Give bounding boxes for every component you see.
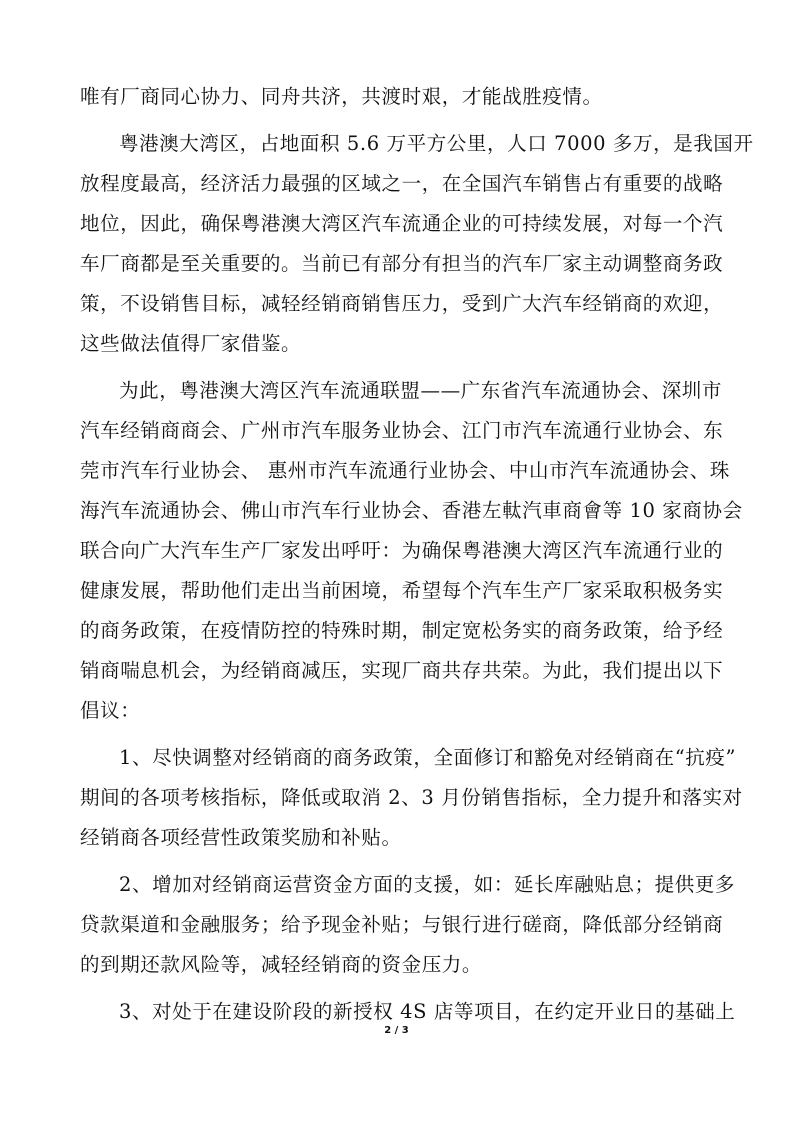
paragraph-first-line: 2、增加对经销商运营资金方面的支援，如：延长库融贴息；提供更多 <box>119 873 736 896</box>
text-line: 经销商各项经营性政策奖励和补贴。 <box>80 826 402 849</box>
text-line: 海汽车流通协会、佛山市汽车行业协会、香港左軚汽車商會等 10 家商协会 <box>80 499 743 522</box>
text-line: 的商务政策，在疫情防控的特殊时期，制定宽松务实的商务政策，给予经 <box>80 619 724 642</box>
text-line: 期间的各项考核指标，降低或取消 2、3 月份销售指标，全力提升和落实对 <box>80 786 743 809</box>
text-line: 汽车经销商商会、广州市汽车服务业协会、江门市汽车流通行业协会、东 <box>80 419 724 442</box>
text-line: 贷款渠道和金融服务；给予现金补贴；与银行进行磋商，降低部分经销商 <box>80 913 724 936</box>
page-number: 2 / 3 <box>384 1025 409 1036</box>
text-line: 莞市汽车行业协会、 惠州市汽车流通行业协会、中山市汽车流通协会、珠 <box>80 459 730 482</box>
text-line: 销商喘息机会，为经销商减压，实现厂商共存共荣。为此，我们提出以下 <box>80 659 724 682</box>
text-line: 健康发展，帮助他们走出当前困境，希望每个汽车生产厂家采取积极务实 <box>80 579 724 602</box>
text-line: 联合向广大汽车生产厂家发出呼吁：为确保粤港澳大湾区汽车流通行业的 <box>80 539 724 562</box>
text-line: 这些做法值得厂家借鉴。 <box>80 332 302 355</box>
text-line: 车厂商都是至关重要的。当前已有部分有担当的汽车厂家主动调整商务政 <box>80 252 724 275</box>
text-line: 倡议： <box>80 699 141 722</box>
paragraph-first-line: 1、尽快调整对经销商的商务政策，全面修订和豁免对经销商在“抗疫” <box>119 746 737 769</box>
text-line: 地位，因此，确保粤港澳大湾区汽车流通企业的可持续发展，对每一个汽 <box>80 212 724 235</box>
paragraph-first-line: 粤港澳大湾区，占地面积 5.6 万平方公里，人口 7000 多万，是我国开 <box>119 132 754 155</box>
text-line: 唯有厂商同心协力、同舟共济，共渡时艰，才能战胜疫情。 <box>80 85 603 108</box>
text-line: 的到期还款风险等，减轻经销商的资金压力。 <box>80 953 483 976</box>
text-line: 策，不设销售目标，减轻经销商销售压力，受到广大汽车经销商的欢迎， <box>80 292 724 315</box>
paragraph-first-line: 为此，粤港澳大湾区汽车流通联盟——广东省汽车流通协会、深圳市 <box>119 379 723 402</box>
text-line: 放程度最高，经济活力最强的区域之一，在全国汽车销售占有重要的战略 <box>80 172 724 195</box>
paragraph-first-line: 3、对处于在建设阶段的新授权 4S 店等项目，在约定开业日的基础上 <box>119 1000 736 1023</box>
